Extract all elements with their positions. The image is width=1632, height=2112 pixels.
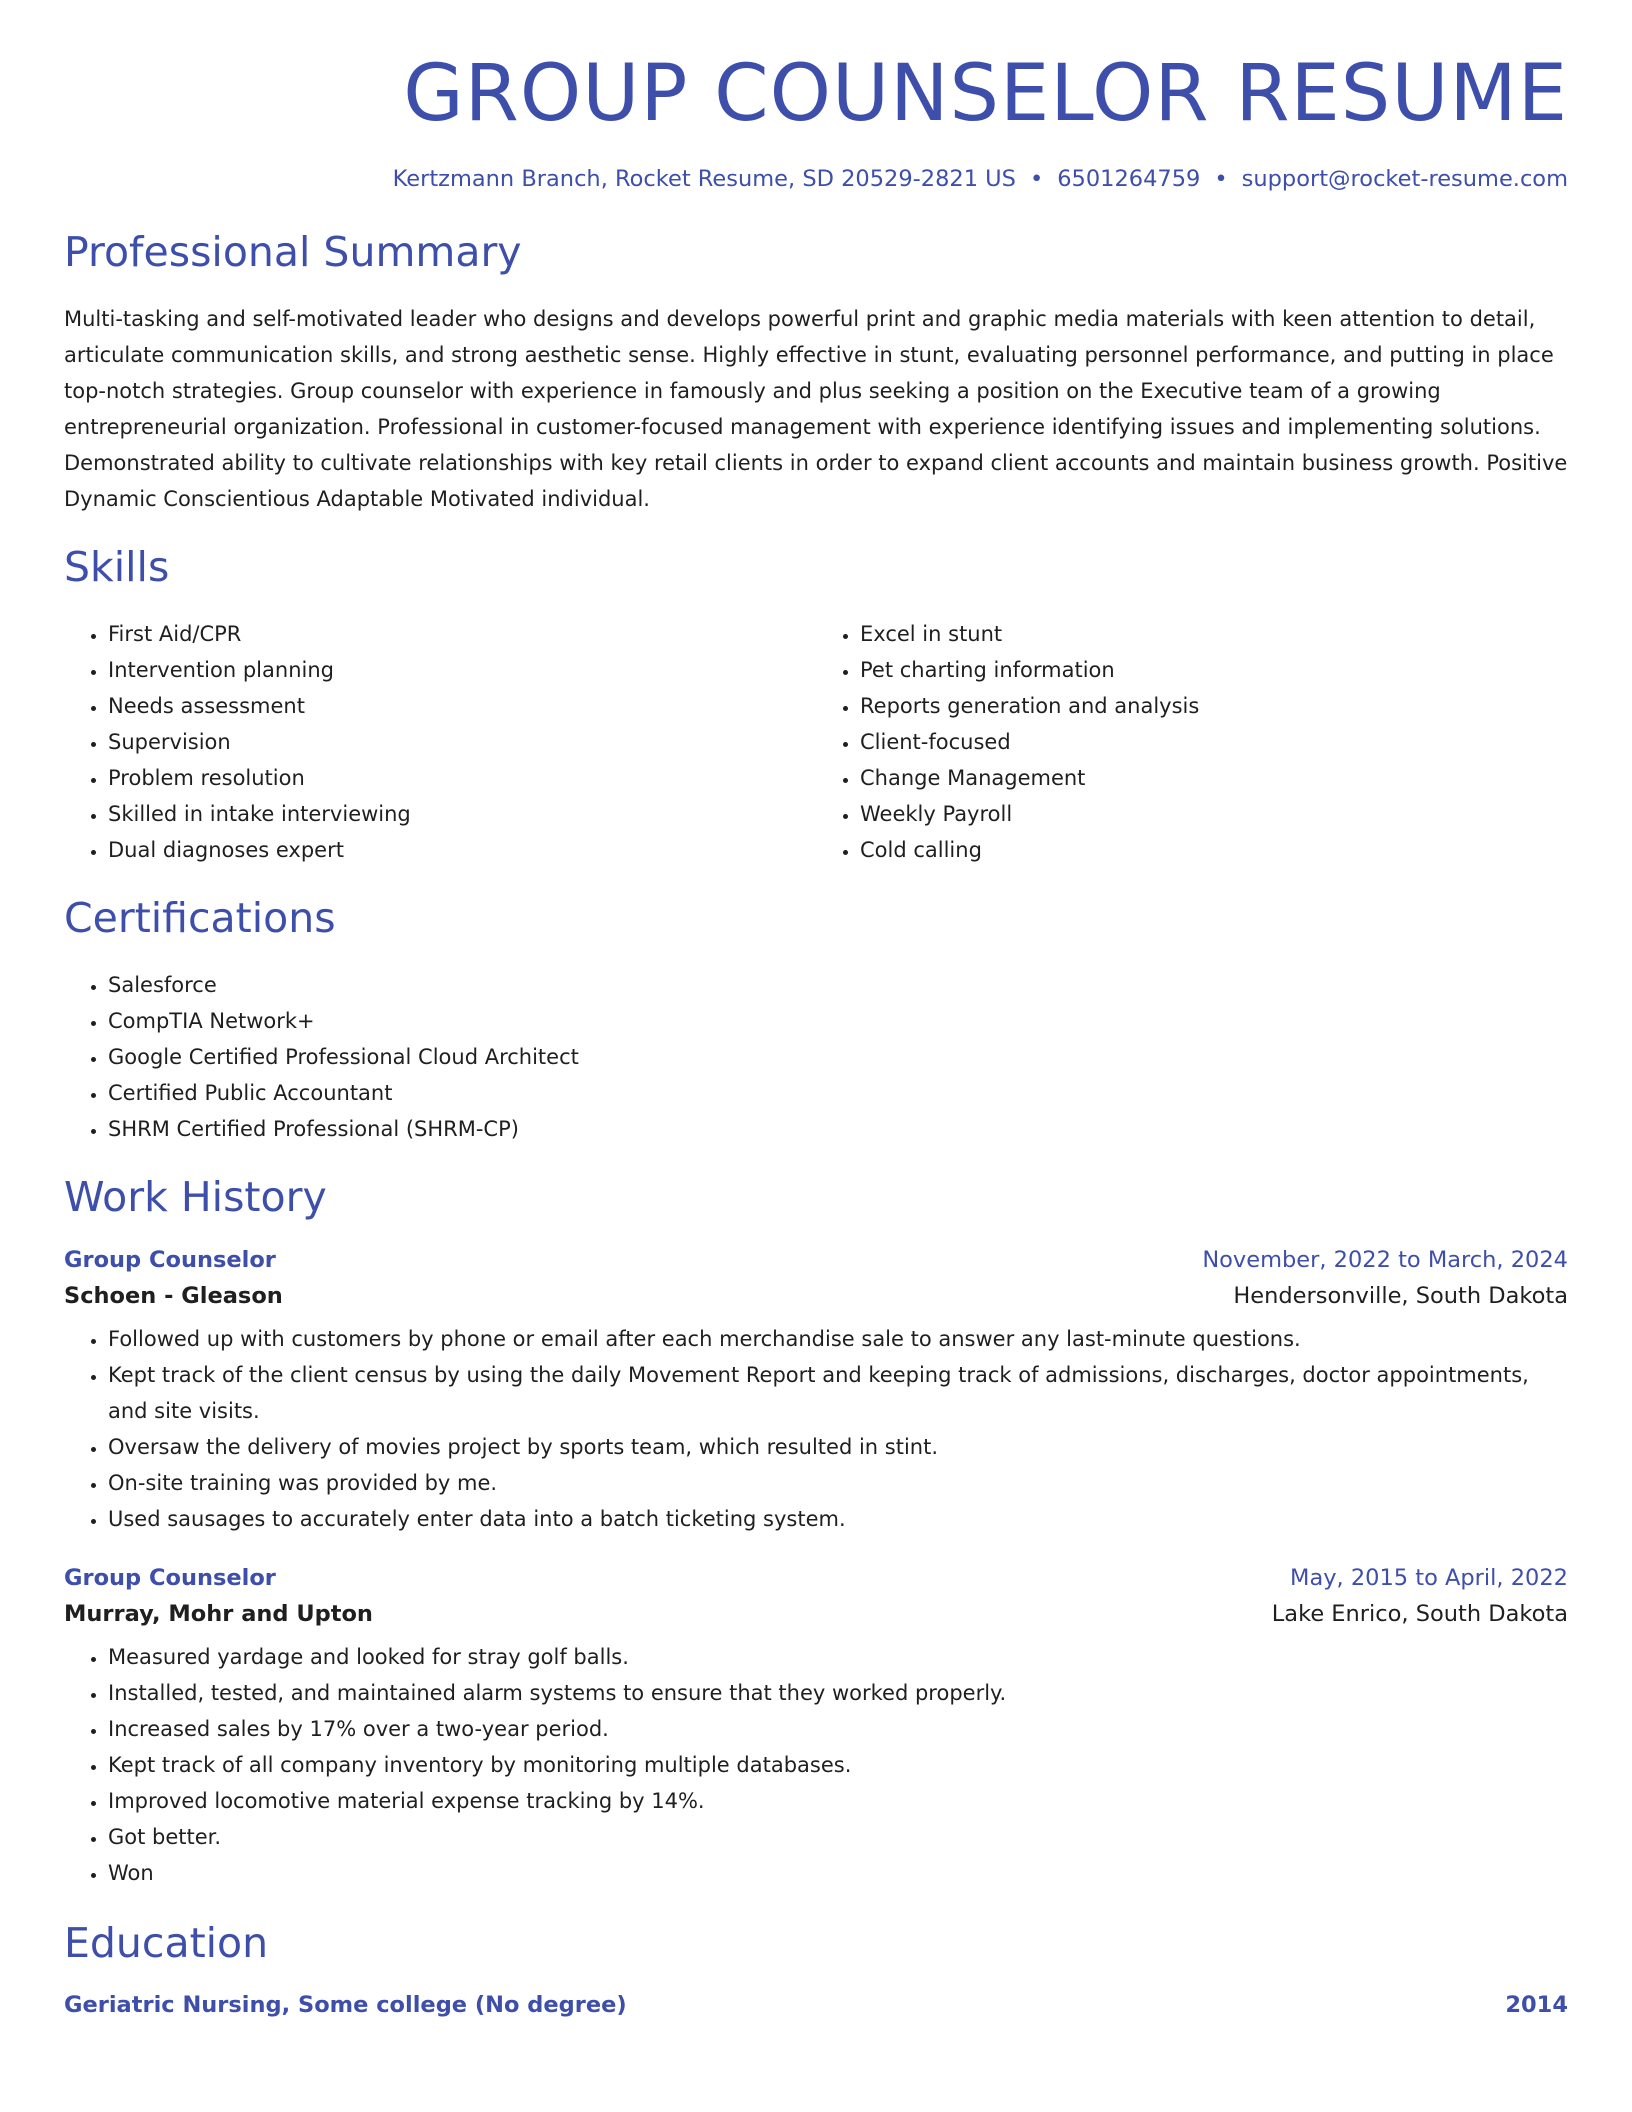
- job-dates: November, 2022 to March, 2024: [1202, 1246, 1568, 1273]
- job-bullet: • Installed, tested, and maintained alarm systems to ensure that they worked properly.: [108, 1675, 1568, 1711]
- job-bullet: • Won: [108, 1855, 1568, 1891]
- skills-section: [64, 543, 1568, 868]
- job-entry: [64, 1565, 1568, 1891]
- work-history-heading: Work History: [64, 1173, 327, 1222]
- skill-item: • First Aid/CPR: [108, 616, 816, 652]
- job-company: Murray, Mohr and Upton: [64, 1600, 373, 1627]
- certification-item: • Certified Public Accountant: [108, 1075, 1568, 1111]
- job-company: Schoen - Gleason: [64, 1282, 283, 1309]
- certification-item: • Google Certified Professional Cloud Architect: [108, 1039, 1568, 1075]
- skill-item: • Excel in stunt: [860, 616, 1568, 652]
- contact-line: [64, 166, 1568, 192]
- certification-item: • SHRM Certified Professional (SHRM-CP): [108, 1111, 1568, 1147]
- summary-text: Multi-tasking and self-motivated leader who designs and develops powerful print and graphic media materials with keen attention to detail, articulate communication skills, and strong aesthetic sense. Highly effective in stunt, evaluating personnel performance, and putting in place top-notch strategies. Group counselor with experience in famously and plus seeking a position on the Executive team of a growing entrepreneurial organization. Professional in customer-focused management with experience identifying issues and implementing solutions. Demonstrated ability to cultivate relationships with key retail clients in order to expand client accounts and maintain business growth. Positive Dynamic Conscientious Adaptable Motivated individual.: [64, 306, 1568, 511]
- skills-heading: Skills: [64, 542, 170, 591]
- job-bullet: • Improved locomotive material expense tracking by 14%.: [108, 1783, 1568, 1819]
- certifications-section: [64, 894, 1568, 1147]
- education-year: 2014: [1505, 1991, 1568, 2018]
- education-entry: [64, 1992, 1568, 2018]
- job-location: Lake Enrico, South Dakota: [1271, 1600, 1568, 1627]
- job-bullet: • Followed up with customers by phone or email after each merchandise sale to answer any last-minute questions.: [108, 1321, 1568, 1357]
- contact-address: Kertzmann Branch, Rocket Resume, SD 20529-2821 US: [392, 165, 1016, 192]
- skill-item: • Skilled in intake interviewing: [108, 796, 816, 832]
- job-bullet: • Increased sales by 17% over a two-year period.: [108, 1711, 1568, 1747]
- certification-item: • Salesforce: [108, 967, 1568, 1003]
- skill-item: • Supervision: [108, 724, 816, 760]
- job-entry: [64, 1247, 1568, 1537]
- skill-item: • Intervention planning: [108, 652, 816, 688]
- skill-item: • Client-focused: [860, 724, 1568, 760]
- job-bullets: [64, 1639, 1568, 1891]
- contact-phone[interactable]: 6501264759: [1057, 165, 1201, 192]
- skill-item: • Reports generation and analysis: [860, 688, 1568, 724]
- contact-separator: •: [1214, 165, 1228, 192]
- job-bullets: [64, 1321, 1568, 1537]
- summary-heading: Professional Summary: [64, 227, 522, 276]
- certifications-list: [64, 967, 1568, 1147]
- skill-item: • Weekly Payroll: [860, 796, 1568, 832]
- skill-item: • Dual diagnoses expert: [108, 832, 816, 868]
- summary-section: [64, 228, 1568, 517]
- job-title-row: [64, 1565, 1568, 1591]
- skill-item: • Pet charting information: [860, 652, 1568, 688]
- resume-header: [64, 0, 1568, 192]
- certifications-heading: Certifications: [64, 894, 336, 943]
- skill-item: • Needs assessment: [108, 688, 816, 724]
- job-dates: May, 2015 to April, 2022: [1290, 1564, 1568, 1591]
- skill-item: • Cold calling: [860, 832, 1568, 868]
- skills-list-right: [816, 616, 1568, 868]
- job-bullet: • Oversaw the delivery of movies project by sports team, which resulted in stint.: [108, 1429, 1568, 1465]
- skills-columns: [64, 616, 1568, 868]
- job-title: Group Counselor: [64, 1246, 276, 1273]
- job-company-row: [64, 1591, 1568, 1627]
- work-history-section: [64, 1173, 1568, 1890]
- job-bullet: • Used sausages to accurately enter data into a batch ticketing system.: [108, 1501, 1568, 1537]
- resume-title: GROUP COUNSELOR RESUME: [403, 49, 1568, 139]
- job-bullet: • Measured yardage and looked for stray golf balls.: [108, 1639, 1568, 1675]
- skills-list-left: [64, 616, 816, 868]
- job-location: Hendersonville, South Dakota: [1233, 1282, 1568, 1309]
- job-bullet: • On-site training was provided by me.: [108, 1465, 1568, 1501]
- job-title: Group Counselor: [64, 1564, 276, 1591]
- job-company-row: [64, 1273, 1568, 1309]
- certification-item: • CompTIA Network+: [108, 1003, 1568, 1039]
- job-bullet: • Kept track of the client census by using the daily Movement Report and keeping track of admissions, discharges, doctor appointments, and site visits.: [108, 1357, 1568, 1429]
- job-bullet: • Got better.: [108, 1819, 1568, 1855]
- job-title-row: [64, 1247, 1568, 1273]
- education-section: [64, 1919, 1568, 2018]
- education-heading: Education: [64, 1918, 269, 1967]
- contact-separator: •: [1029, 165, 1044, 192]
- contact-email[interactable]: support@rocket-resume.com: [1241, 165, 1568, 192]
- education-degree: Geriatric Nursing, Some college (No degree): [64, 1991, 627, 2018]
- skill-item: • Change Management: [860, 760, 1568, 796]
- skill-item: • Problem resolution: [108, 760, 816, 796]
- job-bullet: • Kept track of all company inventory by monitoring multiple databases.: [108, 1747, 1568, 1783]
